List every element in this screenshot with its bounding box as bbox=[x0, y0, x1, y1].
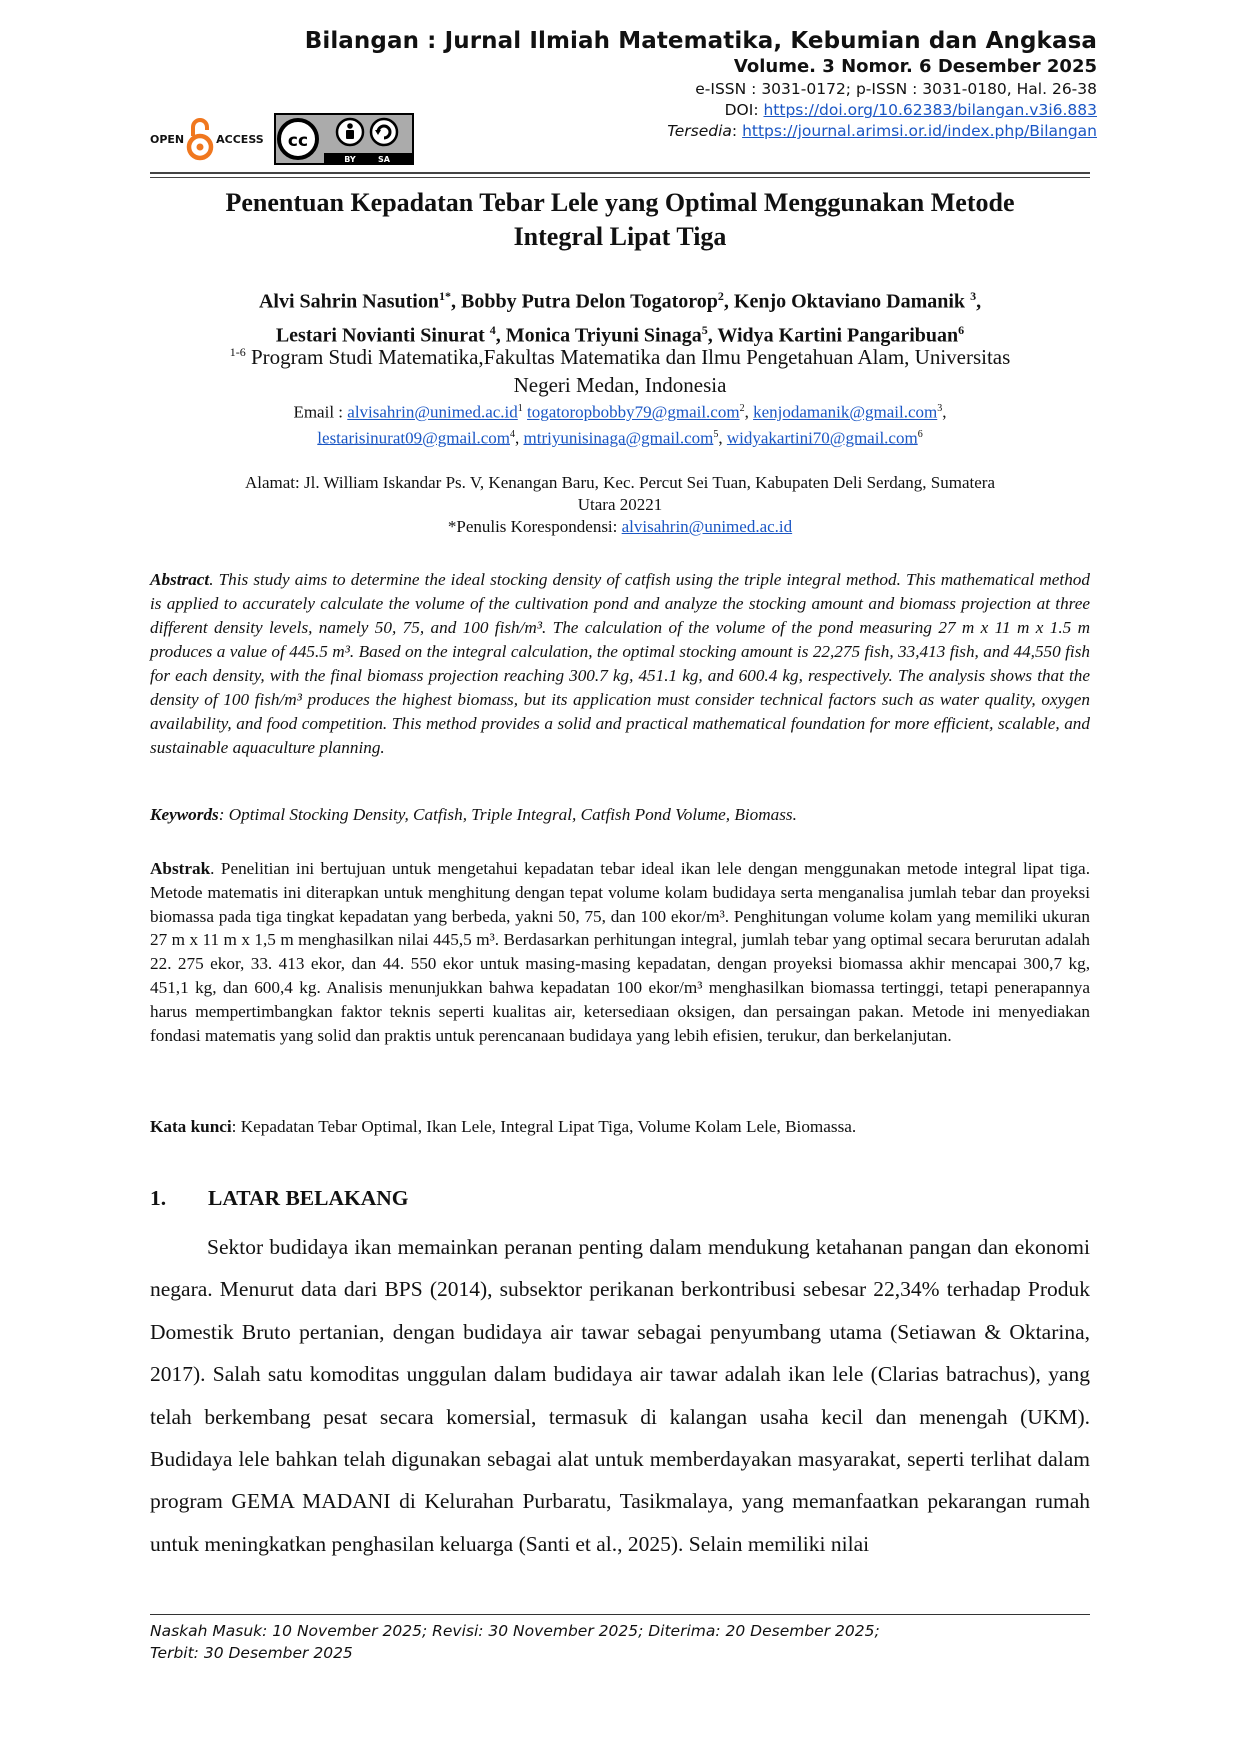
corresponding-email-link[interactable]: alvisahrin@unimed.ac.id bbox=[621, 517, 793, 536]
email-sup-6: 6 bbox=[917, 428, 923, 440]
email-line-2: lestarisinurat09@gmail.com$^4$, mtriyunisinaga@gmail.com$^5$, widyakartini70@gmail.com$^6$ bbox=[317, 428, 923, 448]
journal-url-link[interactable]: https://journal.arimsi.or.id/index.php/Bilangan bbox=[742, 122, 1097, 140]
journal-header bbox=[305, 28, 1097, 140]
author-5-sup: 5 bbox=[701, 322, 708, 337]
email-link-3[interactable]: kenjodamanik@gmail.com bbox=[753, 402, 938, 422]
email-sup-4: 4 bbox=[510, 428, 515, 440]
footer-line-1: Naskah Masuk: 10 November 2025; Revisi: 30 November 2025; Diterima: 20 Desember 2025; bbox=[150, 1622, 880, 1640]
author-1-sup: 1* bbox=[439, 289, 451, 303]
email-link-1[interactable]: alvisahrin@unimed.ac.id bbox=[347, 402, 518, 422]
author-3: , Kenjo Oktaviano Damanik bbox=[723, 290, 971, 313]
submission-dates bbox=[150, 1620, 880, 1664]
email-sup-2: 2 bbox=[739, 403, 745, 414]
keywords-id-text: : Kepadatan Tebar Optimal, Ikan Lele, Integral Lipat Tiga, Volume Kolam Lele, Biomassa. bbox=[231, 1117, 857, 1136]
abstract-en bbox=[150, 568, 1090, 760]
open-access-lock-icon bbox=[186, 116, 214, 162]
journal-volume: Volume. 3 Nomor. 6 Desember 2025 bbox=[733, 56, 1097, 77]
header-rule-thin bbox=[150, 177, 1090, 178]
abstract-id-text: . Penelitian ini bertujuan untuk mengetahui kepadatan tebar ideal ikan lele dengan menggunakan metode integral lipat tiga. Metode matematis ini diterapkan untuk menghitung dengan tepat volume kolam budidaya serta menganalisa jumlah tebar dan proyeksi biomassa pada tiga tingkat kepadatan yang berbeda, yakni 50, 75, dan 100 ekor/m³. Penghitungan volume kolam yang memiliki ukuran 27 m x 11 m x 1,5 m menghasilkan nilai 445,5 m³. Berdasarkan perhitungan integral, jumlah tebar yang optimal secara berurutan adalah 22. 275 ekor, 33. 413 ekor, dan 44. 550 ekor untuk masing-masing kepadatan, dengan proyeksi biomassa akhir mencapai 300,7 kg, 451,1 kg, dan 600,4 kg. Analisis menunjukkan bahwa kepadatan 100 ekor/m³ menghasilkan biomassa tertinggi, tetapi penerapannya harus mempertimbangkan faktor teknis seperti kualitas air, ketersediaan oksigen, dan persaingan pakan. Metode ini menyediakan fondasi matematis yang solid dan praktis untuk perencanaan budidaya yang lebih efisien, terukur, dan berkelanjutan. bbox=[150, 859, 1090, 1045]
keywords-en bbox=[150, 805, 1090, 825]
email-link-6[interactable]: widyakartini70@gmail.com bbox=[726, 428, 918, 448]
email-line-1: Email : $alvisahrin@unimed.ac.id^1$ togatoropbobby79@gmail.com$^2$, kenjodamanik@gmail.com$^3$, bbox=[293, 402, 947, 422]
email-sup-5: 5 bbox=[713, 428, 719, 440]
title-line-1: Penentuan Kepadatan Tebar Lele yang Optimal Menggunakan Metode bbox=[225, 188, 1015, 217]
email-sup-1: 1 bbox=[517, 403, 523, 414]
keywords-id-label: Kata kunci bbox=[150, 1117, 232, 1136]
body-paragraph bbox=[150, 1226, 1090, 1565]
license-logos bbox=[150, 112, 414, 166]
cc-by-text: BY bbox=[343, 155, 356, 164]
affiliation-sup: 1-6 bbox=[229, 345, 246, 359]
author-1: Alvi Sahrin Nasution bbox=[258, 290, 439, 313]
author-3-tail: , bbox=[976, 290, 982, 313]
author-6-sup: 6 bbox=[958, 322, 965, 337]
affiliation-line-1 bbox=[150, 338, 1090, 371]
sa-icon bbox=[371, 119, 397, 145]
author-6: , Widya Kartini Pangaribuan bbox=[707, 324, 959, 347]
header-rule-thick bbox=[150, 172, 1090, 174]
email-list bbox=[150, 398, 1090, 449]
svg-text:cc: cc bbox=[287, 131, 308, 151]
abstract-id bbox=[150, 857, 1090, 1047]
email-link-2[interactable]: togatoropbobby79@gmail.com bbox=[527, 402, 740, 422]
doi-label: DOI: bbox=[724, 101, 764, 119]
address-block bbox=[150, 472, 1090, 538]
body-paragraph-text: Sektor budidaya ikan memainkan peranan penting dalam mendukung ketahanan pangan dan ekonomi negara. Menurut data dari BPS (2014), subsektor perikanan berkontribusi sebesar 22,34% terhadap Produk Domestik Bruto pertanian, dengan budidaya air tawar sebagai penyumbang utama (Setiawan & Oktarina, 2017). Salah satu komoditas unggulan dalam budidaya air tawar adalah ikan lele (Clarias batrachus), yang telah berkembang pesat secara komersial, termasuk di kalangan usaha kecil dan menengah (UKM). Budidaya lele bahkan telah digunakan sebagai alat untuk memberdayakan masyarakat, seperti terlihat dalam program GEMA MADANI di Kelurahan Purbaratu, Tasikmalaya, yang memanfaatkan pekarangan rumah untuk meningkatkan penghasilan keluarga (Santi et al., 2025). Selain memiliki nilai bbox=[150, 1235, 1090, 1556]
keywords-en-text: : Optimal Stocking Density, Catfish, Triple Integral, Catfish Pond Volume, Biomass. bbox=[218, 805, 797, 824]
open-access-access-text: ACCESS bbox=[216, 132, 264, 146]
author-3-sup: 3 bbox=[970, 289, 977, 303]
abstract-en-label: Abstract bbox=[150, 570, 210, 589]
journal-issn: e-ISSN : 3031-0172; p-ISSN : 3031-0180, Hal. 26-38 bbox=[695, 80, 1097, 98]
keywords-id bbox=[150, 1117, 1090, 1137]
journal-name: Bilangan : Jurnal Ilmiah Matematika, Kebumian dan Angkasa bbox=[304, 28, 1097, 54]
author-4: Lestari Novianti Sinurat bbox=[275, 324, 490, 347]
affiliation-line-2: Negeri Medan, Indonesia bbox=[513, 373, 727, 397]
author-5: , Monica Triyuni Sinaga bbox=[495, 324, 702, 347]
cc-sa-text: SA bbox=[377, 155, 390, 164]
address-line-1: Alamat: Jl. William Iskandar Ps. V, Kenangan Baru, Kec. Percut Sei Tuan, Kabupaten Deli Serdang, Sumatera bbox=[244, 473, 995, 492]
paper-title bbox=[150, 186, 1090, 254]
open-access-open-text: OPEN bbox=[150, 132, 185, 146]
email-link-5[interactable]: mtriyunisinaga@gmail.com bbox=[523, 428, 714, 448]
footer-line-2: Terbit: 30 Desember 2025 bbox=[150, 1644, 353, 1662]
section-heading bbox=[150, 1186, 409, 1211]
corresponding-author bbox=[150, 516, 1090, 538]
section-number: 1. bbox=[150, 1186, 167, 1210]
doi-link[interactable]: https://doi.org/10.62383/bilangan.v3i6.883 bbox=[763, 101, 1097, 119]
footer-rule bbox=[150, 1614, 1090, 1615]
keywords-en-label: Keywords bbox=[150, 805, 219, 824]
corresponding-label: *Penulis Korespondensi: bbox=[447, 517, 622, 536]
title-line-2: Integral Lipat Tiga bbox=[513, 222, 727, 251]
journal-available bbox=[305, 122, 1097, 140]
author-2-sup: 2 bbox=[717, 289, 724, 303]
cc-by-sa-badge bbox=[274, 113, 414, 165]
open-access-logo bbox=[150, 116, 264, 162]
email-link-4[interactable]: lestarisinurat09@gmail.com bbox=[317, 428, 510, 448]
affiliation bbox=[150, 338, 1090, 399]
section-title: LATAR BELAKANG bbox=[208, 1186, 409, 1210]
author-2: , Bobby Putra Delon Togatorop bbox=[451, 290, 718, 313]
available-label: Tersedia bbox=[667, 122, 732, 140]
email-label: Email : bbox=[293, 402, 348, 422]
journal-doi bbox=[305, 101, 1097, 119]
address-line-2: Utara 20221 bbox=[577, 495, 663, 514]
author-line-1 bbox=[150, 282, 1090, 316]
email-sup-3: 3 bbox=[937, 403, 943, 414]
abstract-en-text: . This study aims to determine the ideal stocking density of catfish using the triple integral method. This mathematical method is applied to accurately calculate the volume of the cultivation pond and analyze the stocking amount and biomass projection at three different density levels, namely 50, 75, and 100 fish/m³. The calculation of the volume of the pond measuring 27 m x 11 m x 1.5 m produces a value of 445.5 m³. Based on the integral calculation, the optimal stocking amount is 22,275 fish, 33,413 fish, and 44,550 fish for each density, with the final biomass projection reaching 300.7 kg, 451.1 kg, and 600.4 kg, respectively. The analysis shows that the density of 100 fish/m³ produces the highest biomass, but its application must consider technical factors such as water quality, oxygen availability, and food competition. This method provides a solid and practical mathematical foundation for more efficient, scalable, and sustainable aquaculture planning. bbox=[150, 570, 1090, 757]
author-4-sup: 4 bbox=[489, 322, 496, 337]
affiliation-text: Program Studi Matematika,Fakultas Matematika dan Ilmu Pengetahuan Alam, Universitas bbox=[245, 345, 1011, 369]
available-colon: : bbox=[731, 122, 743, 140]
abstract-id-label: Abstrak bbox=[150, 859, 211, 878]
